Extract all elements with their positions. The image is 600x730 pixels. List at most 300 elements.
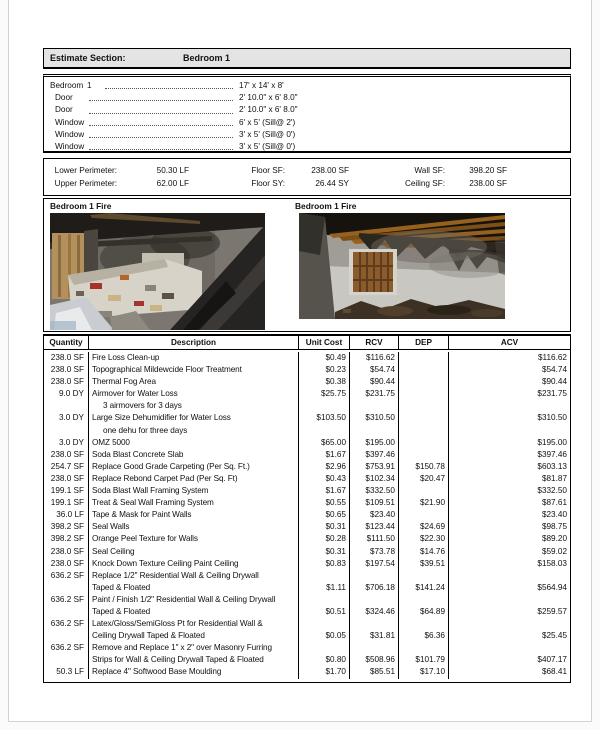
dimension-item-name: Window <box>55 129 85 139</box>
item-quantity: 3.0 DY <box>44 412 89 436</box>
item-rcv <box>350 642 399 666</box>
item-unit-cost <box>299 594 350 618</box>
item-dep <box>399 666 449 678</box>
item-quantity: 199.1 SF <box>44 497 89 509</box>
measurement-label: Upper Perimeter: <box>54 179 117 188</box>
item-unit-cost-value: $1.11 <box>326 582 346 592</box>
col-header-rcv: RCV <box>350 336 399 349</box>
item-unit-cost <box>299 546 350 558</box>
line-item-row <box>44 485 570 497</box>
room-measurements-box <box>43 158 571 196</box>
item-description <box>89 533 299 545</box>
item-description <box>89 376 299 388</box>
item-rcv <box>350 376 399 388</box>
item-acv-value: $81.87 <box>541 473 567 483</box>
item-acv <box>449 485 570 497</box>
line-item-row <box>44 497 570 509</box>
item-description <box>89 388 299 412</box>
measurement-label: Floor SF: <box>251 166 285 175</box>
item-rcv-value: $23.40 <box>369 510 395 520</box>
line-item-row <box>44 570 570 594</box>
bedroom-fire-photo-2 <box>299 213 505 319</box>
burned-room-image <box>299 213 505 319</box>
item-description <box>89 461 299 473</box>
item-description <box>89 497 299 509</box>
item-description-line: Strips for Wall & Ceiling Drywall Taped & Floated <box>92 655 264 665</box>
item-unit-cost-value: $0.65 <box>325 510 346 520</box>
item-rcv-value: $195.00 <box>365 437 395 447</box>
measurement-label: Ceiling SF: <box>404 179 445 188</box>
line-item-row <box>44 461 570 473</box>
item-description-line: Large Size Dehumidifier for Water Loss <box>92 413 231 423</box>
item-acv-value: $407.17 <box>537 655 567 665</box>
dimension-item-size: 3' x 5' (Sill@ 0') <box>239 141 296 151</box>
item-quantity: 3.0 DY <box>44 437 89 449</box>
item-rcv <box>350 509 399 521</box>
bedroom-fire-photo-1 <box>50 213 265 330</box>
item-acv <box>449 473 570 485</box>
item-description-line: Topographical Mildewcide Floor Treatment <box>92 365 242 375</box>
item-rcv <box>350 449 399 461</box>
item-acv <box>449 364 570 376</box>
item-description <box>89 642 299 666</box>
item-dep <box>399 449 449 461</box>
item-rcv <box>350 412 399 436</box>
item-rcv-value: $332.50 <box>365 486 395 496</box>
item-description <box>89 521 299 533</box>
item-dep <box>399 570 449 594</box>
item-dep <box>399 558 449 570</box>
item-unit-cost-value: $0.80 <box>325 655 346 665</box>
item-description <box>89 558 299 570</box>
item-dep <box>399 642 449 666</box>
item-unit-cost-value: $0.28 <box>325 534 346 544</box>
item-acv <box>449 533 570 545</box>
item-quantity: 238.0 SF <box>44 558 89 570</box>
item-rcv-value: $90.44 <box>369 377 395 387</box>
item-quantity: 636.2 SF <box>44 642 89 666</box>
item-description-line: 3 airmovers for 3 days <box>103 401 182 411</box>
table-header-row <box>44 336 570 350</box>
item-quantity: 238.0 SF <box>44 364 89 376</box>
item-description <box>89 449 299 461</box>
dimension-item-size: 2' 10.0" x 6' 8.0" <box>239 105 298 115</box>
item-acv <box>449 594 570 618</box>
item-unit-cost <box>299 497 350 509</box>
estimate-section-label: Estimate Section: <box>50 53 126 63</box>
item-description-line: Paint / Finish 1/2" Residential Wall & Ceiling Drywall <box>92 594 276 604</box>
item-rcv-value: $231.75 <box>365 389 395 399</box>
item-unit-cost <box>299 666 350 678</box>
item-rcv-value: $324.46 <box>365 606 395 616</box>
item-quantity: 238.0 SF <box>44 473 89 485</box>
item-dep-value: $24.69 <box>419 522 445 532</box>
item-description-line: Tape & Mask for Paint Walls <box>92 510 192 520</box>
item-dep <box>399 364 449 376</box>
item-dep <box>399 412 449 436</box>
photos-box <box>43 198 571 332</box>
item-unit-cost-value: $65.00 <box>320 437 346 447</box>
line-item-row <box>44 388 570 412</box>
item-description-line: Replace Rebond Carpet Pad (Per Sq. Ft) <box>92 473 238 483</box>
dimension-item-number: 1 <box>87 80 92 90</box>
col-header-description: Description <box>89 336 299 349</box>
line-item-row <box>44 437 570 449</box>
line-item-row <box>44 473 570 485</box>
item-unit-cost <box>299 412 350 436</box>
item-unit-cost <box>299 352 350 364</box>
item-unit-cost <box>299 618 350 642</box>
item-unit-cost <box>299 570 350 594</box>
item-acv-value: $54.74 <box>541 365 567 375</box>
measurement-row <box>44 164 570 177</box>
item-description-line: Replace 1/2" Residential Wall & Ceiling Drywall <box>92 570 259 580</box>
line-items-table <box>43 334 571 683</box>
dotted-leader <box>89 113 233 114</box>
item-dep <box>399 509 449 521</box>
photo-caption-1: Bedroom 1 Fire <box>50 201 112 211</box>
item-rcv-value: $197.54 <box>365 558 395 568</box>
item-dep-value: $14.76 <box>419 546 445 556</box>
item-dep <box>399 437 449 449</box>
item-dep <box>399 461 449 473</box>
item-rcv-value: $31.81 <box>369 631 395 641</box>
item-description-line: Replace 4" Softwood Base Moulding <box>92 667 222 677</box>
item-rcv <box>350 546 399 558</box>
item-quantity: 238.0 SF <box>44 546 89 558</box>
item-dep <box>399 594 449 618</box>
item-description-line: Seal Ceiling <box>92 546 135 556</box>
dimension-item-size: 2' 10.0" x 6' 8.0" <box>239 93 298 103</box>
estimate-section-value: Bedroom 1 <box>183 53 231 63</box>
item-acv-value: $90.44 <box>541 377 567 387</box>
item-dep-value: $141.24 <box>415 582 445 592</box>
item-acv <box>449 497 570 509</box>
item-quantity: 238.0 SF <box>44 376 89 388</box>
item-dep-value: $6.36 <box>424 631 445 641</box>
measurement-value: 398.20 SF <box>469 166 507 175</box>
dotted-leader <box>89 100 233 101</box>
measurement-value: 238.00 SF <box>469 179 507 188</box>
item-description <box>89 437 299 449</box>
item-acv-value: $310.50 <box>537 413 567 423</box>
table-body <box>44 350 570 682</box>
item-acv-value: $231.75 <box>537 389 567 399</box>
line-item-row <box>44 364 570 376</box>
item-rcv-value: $73.78 <box>369 546 395 556</box>
item-acv-value: $259.57 <box>537 606 567 616</box>
item-acv-value: $332.50 <box>537 486 567 496</box>
item-dep <box>399 533 449 545</box>
item-unit-cost <box>299 485 350 497</box>
item-acv <box>449 449 570 461</box>
photo-caption-2: Bedroom 1 Fire <box>295 201 357 211</box>
item-unit-cost-value: $0.38 <box>325 377 346 387</box>
item-unit-cost-value: $1.67 <box>325 449 346 459</box>
item-unit-cost-value: $1.67 <box>325 486 346 496</box>
dimension-row <box>44 129 570 141</box>
item-unit-cost <box>299 437 350 449</box>
line-item-row <box>44 449 570 461</box>
line-item-row <box>44 533 570 545</box>
item-unit-cost-value: $0.31 <box>325 522 346 532</box>
dimension-item-name: Window <box>55 141 85 151</box>
item-description-line: Taped & Floated <box>92 606 151 616</box>
item-rcv-value: $102.34 <box>365 473 395 483</box>
line-item-row <box>44 521 570 533</box>
item-acv <box>449 461 570 473</box>
item-unit-cost <box>299 449 350 461</box>
item-dep <box>399 388 449 412</box>
item-quantity: 238.0 SF <box>44 449 89 461</box>
item-rcv <box>350 570 399 594</box>
item-quantity: 398.2 SF <box>44 533 89 545</box>
measurement-value: 238.00 SF <box>311 166 349 175</box>
item-acv <box>449 618 570 642</box>
item-quantity: 36.0 LF <box>44 509 89 521</box>
item-quantity: 636.2 SF <box>44 570 89 594</box>
item-acv-value: $68.41 <box>541 667 567 677</box>
item-description-line: Airmover for Water Loss <box>92 389 178 399</box>
item-rcv-value: $706.18 <box>365 582 395 592</box>
item-rcv-value: $85.51 <box>369 667 395 677</box>
item-acv-value: $23.40 <box>541 510 567 520</box>
item-dep-value: $64.89 <box>419 606 445 616</box>
item-acv <box>449 509 570 521</box>
item-description <box>89 618 299 642</box>
item-description-line: Treat & Seal Wall Framing System <box>92 498 214 508</box>
item-acv-value: $87.61 <box>541 498 567 508</box>
dotted-leader <box>89 137 233 138</box>
measurement-label: Floor SY: <box>251 179 285 188</box>
item-quantity: 9.0 DY <box>44 388 89 412</box>
item-unit-cost <box>299 533 350 545</box>
item-dep-value: $20.47 <box>419 473 445 483</box>
item-unit-cost <box>299 558 350 570</box>
item-unit-cost <box>299 364 350 376</box>
item-dep <box>399 546 449 558</box>
item-rcv <box>350 352 399 364</box>
item-acv-value: $59.02 <box>541 546 567 556</box>
dotted-leader <box>89 149 233 150</box>
item-rcv-value: $54.74 <box>369 365 395 375</box>
dimension-row <box>44 92 570 104</box>
item-unit-cost-value: $1.70 <box>325 667 346 677</box>
item-unit-cost <box>299 461 350 473</box>
item-quantity: 254.7 SF <box>44 461 89 473</box>
line-item-row <box>44 509 570 521</box>
item-acv <box>449 376 570 388</box>
item-unit-cost-value: $0.23 <box>325 365 346 375</box>
item-description-line: one dehu for three days <box>103 425 188 435</box>
item-quantity: 636.2 SF <box>44 594 89 618</box>
item-acv <box>449 388 570 412</box>
item-description <box>89 412 299 436</box>
item-quantity: 636.2 SF <box>44 618 89 642</box>
item-rcv <box>350 485 399 497</box>
item-unit-cost-value: $0.51 <box>325 606 346 616</box>
dimension-item-name: Door <box>55 93 73 103</box>
item-unit-cost-value: $0.83 <box>325 558 346 568</box>
line-item-row <box>44 618 570 642</box>
item-unit-cost <box>299 509 350 521</box>
measurement-label: Lower Perimeter: <box>54 166 117 175</box>
item-acv-value: $564.94 <box>537 582 567 592</box>
line-item-row <box>44 594 570 618</box>
item-unit-cost-value: $2.96 <box>325 461 346 471</box>
item-description <box>89 352 299 364</box>
item-rcv-value: $116.62 <box>366 353 395 362</box>
item-unit-cost-value: $0.43 <box>325 473 346 483</box>
measurement-value: 50.30 LF <box>156 166 189 175</box>
item-rcv <box>350 666 399 678</box>
item-acv <box>449 570 570 594</box>
item-rcv-value: $123.44 <box>365 522 395 532</box>
estimate-section-header <box>43 48 571 69</box>
item-description <box>89 364 299 376</box>
item-description <box>89 546 299 558</box>
item-quantity: 50.3 LF <box>44 666 89 678</box>
item-acv-value: $195.00 <box>537 437 567 447</box>
item-rcv <box>350 533 399 545</box>
measurement-label: Wall SF: <box>414 166 445 175</box>
item-description-line: Thermal Fog Area <box>92 377 156 387</box>
item-dep-value: $150.78 <box>415 461 445 471</box>
line-item-row <box>44 558 570 570</box>
item-dep <box>399 497 449 509</box>
item-rcv-value: $508.96 <box>365 655 395 665</box>
item-acv <box>449 352 570 364</box>
line-item-row <box>44 666 570 678</box>
item-acv-value: $116.62 <box>538 353 567 362</box>
line-item-row <box>44 546 570 558</box>
line-item-row <box>44 376 570 388</box>
item-rcv <box>350 497 399 509</box>
item-acv-value: $89.20 <box>541 534 567 544</box>
item-acv-value: $397.46 <box>537 449 567 459</box>
line-item-row <box>44 642 570 666</box>
item-rcv <box>350 521 399 533</box>
item-description-line: Fire Loss Clean-up <box>92 353 160 362</box>
item-rcv <box>350 388 399 412</box>
room-dimensions-box <box>43 74 571 153</box>
item-unit-cost-value: $0.49 <box>325 353 346 362</box>
item-description <box>89 594 299 618</box>
item-description-line: Latex/Gloss/SemiGloss Pt for Residential Wall & <box>92 619 263 629</box>
item-unit-cost <box>299 642 350 666</box>
line-item-row <box>44 412 570 436</box>
measurement-row <box>44 177 570 190</box>
dimension-item-size: 17' x 14' x 8' <box>239 80 284 90</box>
item-unit-cost-value: $103.50 <box>316 413 346 423</box>
item-description-line: Orange Peel Texture for Walls <box>92 534 198 544</box>
item-rcv-value: $753.91 <box>365 461 395 471</box>
item-acv-value: $603.13 <box>537 461 567 471</box>
item-description <box>89 570 299 594</box>
item-acv-value: $158.03 <box>537 558 567 568</box>
item-unit-cost-value: $25.75 <box>320 389 346 399</box>
item-dep <box>399 376 449 388</box>
item-description-line: OMZ 5000 <box>92 437 130 447</box>
col-header-dep: DEP <box>399 336 449 349</box>
dimension-row <box>44 104 570 116</box>
item-dep <box>399 473 449 485</box>
item-dep-value: $39.51 <box>419 558 445 568</box>
item-description <box>89 473 299 485</box>
item-rcv <box>350 461 399 473</box>
page-content <box>43 48 571 683</box>
item-rcv <box>350 558 399 570</box>
item-unit-cost-value: $0.05 <box>325 631 346 641</box>
item-quantity: 238.0 SF <box>44 352 89 364</box>
item-rcv <box>350 618 399 642</box>
item-acv-value: $98.75 <box>541 522 567 532</box>
dimension-item-name: Window <box>55 117 85 127</box>
item-dep-value: $101.79 <box>415 655 445 665</box>
dotted-leader <box>105 88 233 89</box>
item-dep <box>399 521 449 533</box>
dotted-leader <box>89 125 233 126</box>
item-acv <box>449 437 570 449</box>
item-acv-value: $25.45 <box>541 631 567 641</box>
dimension-item-name: Bedroom <box>50 80 84 90</box>
dimension-item-size: 3' x 5' (Sill@ 0') <box>239 129 296 139</box>
item-unit-cost <box>299 473 350 485</box>
item-acv <box>449 666 570 678</box>
item-rcv-value: $111.50 <box>366 534 395 544</box>
item-description-line: Taped & Floated <box>92 582 151 592</box>
dimension-row <box>44 141 570 153</box>
dimension-row <box>44 117 570 129</box>
item-quantity: 398.2 SF <box>44 521 89 533</box>
item-dep-value: $21.90 <box>419 498 445 508</box>
item-description-line: Ceiling Drywall Taped & Floated <box>92 631 205 641</box>
measurement-value: 26.44 SY <box>315 179 349 188</box>
item-rcv <box>350 364 399 376</box>
item-acv <box>449 521 570 533</box>
item-acv <box>449 546 570 558</box>
item-acv <box>449 642 570 666</box>
item-rcv-value: $109.51 <box>365 498 395 508</box>
line-item-row <box>44 352 570 364</box>
item-unit-cost-value: $0.55 <box>325 498 346 508</box>
item-rcv-value: $310.50 <box>365 413 395 423</box>
item-rcv <box>350 473 399 485</box>
burned-bedroom-image <box>50 213 265 330</box>
item-unit-cost <box>299 388 350 412</box>
item-acv <box>449 412 570 436</box>
measurement-value: 62.00 LF <box>156 179 189 188</box>
item-description-line: Remove and Replace 1" x 2" over Masonry Furring <box>92 643 272 653</box>
item-description-line: Knock Down Texture Ceiling Paint Ceiling <box>92 558 239 568</box>
item-unit-cost-value: $0.31 <box>325 546 346 556</box>
item-description <box>89 509 299 521</box>
item-description-line: Soda Blast Concrete Slab <box>92 449 184 459</box>
item-dep <box>399 352 449 364</box>
item-dep-value: $17.10 <box>419 667 445 677</box>
item-quantity: 199.1 SF <box>44 485 89 497</box>
col-header-quantity: Quantity <box>44 336 89 349</box>
col-header-acv: ACV <box>500 338 519 347</box>
item-dep <box>399 618 449 642</box>
item-rcv-value: $397.46 <box>365 449 395 459</box>
item-description-line: Soda Blast Wall Framing System <box>92 486 209 496</box>
dimension-item-name: Door <box>55 105 73 115</box>
item-dep-value: $22.30 <box>419 534 445 544</box>
item-description-line: Seal Walls <box>92 522 130 532</box>
dimension-item-size: 6' x 5' (Sill@ 2') <box>239 117 296 127</box>
dimension-row <box>44 80 570 92</box>
